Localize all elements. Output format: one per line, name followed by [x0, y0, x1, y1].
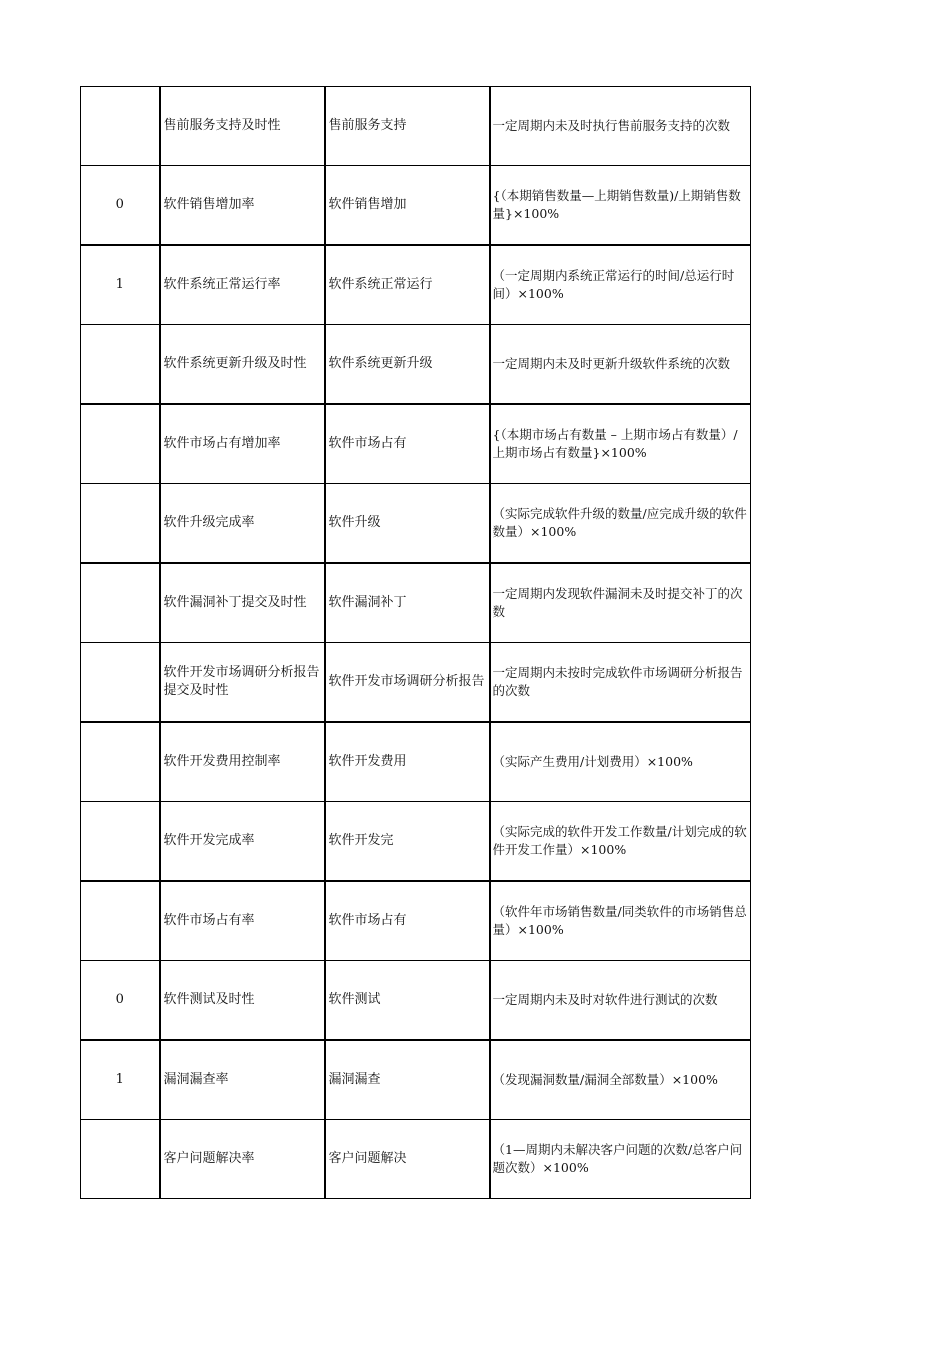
indicator-cell[interactable]: 售前服务支持及时性 [160, 87, 325, 166]
row-number-cell[interactable] [81, 325, 160, 405]
indicator-cell[interactable]: 客户问题解决率 [160, 1120, 325, 1199]
formula-cell[interactable]: 一定周期内未及时执行售前服务支持的次数 [490, 87, 751, 166]
table-row [81, 87, 751, 166]
table-row [81, 484, 751, 564]
row-number-cell[interactable] [81, 1120, 160, 1199]
table-row [81, 643, 751, 723]
table-row [81, 404, 751, 484]
table-row [81, 1120, 751, 1199]
indicator-cell[interactable]: 软件开发完成率 [160, 802, 325, 882]
formula-cell[interactable]: （1—周期内未解决客户问题的次数/总客户问题次数）×100% [490, 1120, 751, 1199]
row-number-cell[interactable] [81, 484, 160, 564]
assessment-item-cell[interactable]: 软件开发市场调研分析报告 [325, 643, 490, 723]
row-number-cell[interactable]: 0 [81, 166, 160, 246]
assessment-item-cell[interactable]: 售前服务支持 [325, 87, 490, 166]
table-row [81, 325, 751, 405]
assessment-item-cell[interactable]: 客户问题解决 [325, 1120, 490, 1199]
indicator-cell[interactable]: 漏洞漏查率 [160, 1040, 325, 1120]
indicator-cell[interactable]: 软件系统更新升级及时性 [160, 325, 325, 405]
indicator-cell[interactable]: 软件销售增加率 [160, 166, 325, 246]
formula-cell[interactable]: 一定周期内发现软件漏洞未及时提交补丁的次数 [490, 563, 751, 643]
row-number-cell[interactable] [81, 643, 160, 723]
formula-cell[interactable]: （实际产生费用/计划费用）×100% [490, 722, 751, 802]
assessment-item-cell[interactable]: 软件开发费用 [325, 722, 490, 802]
table-row [81, 166, 751, 246]
assessment-item-cell[interactable]: 软件销售增加 [325, 166, 490, 246]
indicator-cell[interactable]: 软件系统正常运行率 [160, 245, 325, 325]
indicator-cell[interactable]: 软件升级完成率 [160, 484, 325, 564]
assessment-item-cell[interactable]: 软件市场占有 [325, 881, 490, 961]
formula-cell[interactable]: （一定周期内系统正常运行的时间/总运行时间）×100% [490, 245, 751, 325]
row-number-cell[interactable]: 0 [81, 961, 160, 1041]
table-row [81, 563, 751, 643]
table-row [81, 881, 751, 961]
table-row [81, 722, 751, 802]
table-row [81, 245, 751, 325]
indicator-cell[interactable]: 软件开发费用控制率 [160, 722, 325, 802]
row-number-cell[interactable] [81, 881, 160, 961]
table-row [81, 961, 751, 1041]
formula-cell[interactable]: 一定周期内未及时更新升级软件系统的次数 [490, 325, 751, 405]
table-row [81, 1040, 751, 1120]
row-number-cell[interactable] [81, 87, 160, 166]
row-number-cell[interactable] [81, 404, 160, 484]
assessment-item-cell[interactable]: 漏洞漏查 [325, 1040, 490, 1120]
formula-cell[interactable]: （实际完成的软件开发工作数量/计划完成的软件开发工作量）×100% [490, 802, 751, 882]
row-number-cell[interactable] [81, 802, 160, 882]
formula-cell[interactable]: （发现漏洞数量/漏洞全部数量）×100% [490, 1040, 751, 1120]
formula-cell[interactable]: 一定周期内未及时对软件进行测试的次数 [490, 961, 751, 1041]
formula-cell[interactable]: （软件年市场销售数量/同类软件的市场销售总量）×100% [490, 881, 751, 961]
assessment-item-cell[interactable]: 软件系统正常运行 [325, 245, 490, 325]
assessment-item-cell[interactable]: 软件升级 [325, 484, 490, 564]
indicator-cell[interactable]: 软件测试及时性 [160, 961, 325, 1041]
indicator-cell[interactable]: 软件漏洞补丁提交及时性 [160, 563, 325, 643]
row-number-cell[interactable] [81, 722, 160, 802]
indicator-cell[interactable]: 软件市场占有率 [160, 881, 325, 961]
indicator-cell[interactable]: 软件市场占有增加率 [160, 404, 325, 484]
row-number-cell[interactable]: 1 [81, 245, 160, 325]
assessment-item-cell[interactable]: 软件市场占有 [325, 404, 490, 484]
assessment-item-cell[interactable]: 软件测试 [325, 961, 490, 1041]
row-number-cell[interactable]: 1 [81, 1040, 160, 1120]
assessment-item-cell[interactable]: 软件漏洞补丁 [325, 563, 490, 643]
formula-cell[interactable]: （实际完成软件升级的数量/应完成升级的软件数量）×100% [490, 484, 751, 564]
assessment-item-cell[interactable]: 软件开发完 [325, 802, 490, 882]
formula-cell[interactable]: {（本期销售数量—上期销售数量)/上期销售数量}×100% [490, 166, 751, 246]
table-row [81, 802, 751, 882]
indicator-cell[interactable]: 软件开发市场调研分析报告提交及时性 [160, 643, 325, 723]
formula-cell[interactable]: 一定周期内未按时完成软件市场调研分析报告的次数 [490, 643, 751, 723]
assessment-item-cell[interactable]: 软件系统更新升级 [325, 325, 490, 405]
kpi-table [80, 86, 751, 1199]
formula-cell[interactable]: {（本期市场占有数量 – 上期市场占有数量）/上期市场占有数量}×100% [490, 404, 751, 484]
row-number-cell[interactable] [81, 563, 160, 643]
